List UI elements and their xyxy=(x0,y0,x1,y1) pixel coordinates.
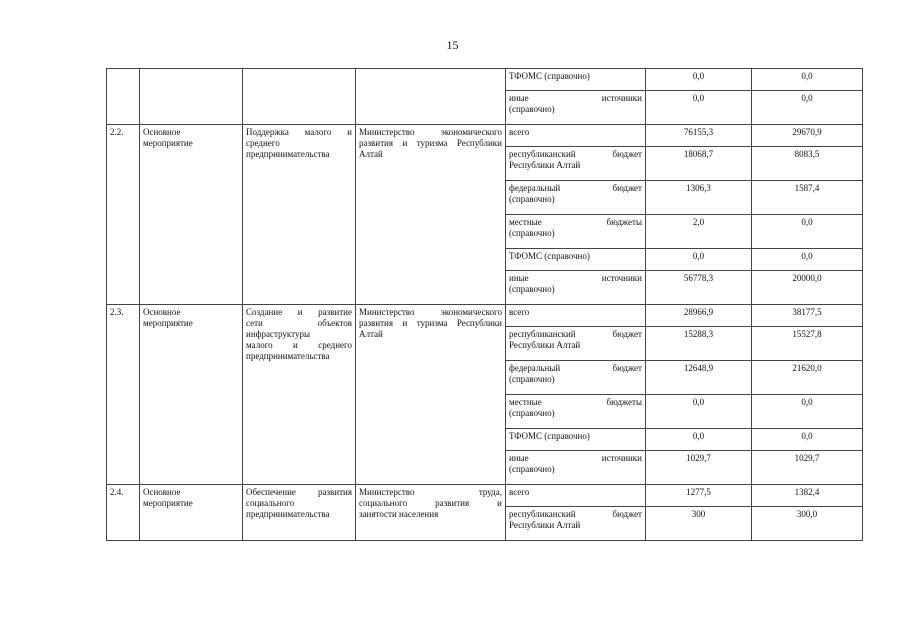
cell-line: Основное xyxy=(143,487,181,497)
cell-line: Основное xyxy=(143,307,181,317)
cell-line: (справочно) xyxy=(509,374,555,384)
cell-line: мероприятие xyxy=(143,498,193,508)
cell-line: (справочно) xyxy=(509,408,555,418)
cell-line: (справочно) xyxy=(509,104,555,114)
amount-cell: 1306,3 xyxy=(646,181,752,215)
amount-cell: 38177,5 xyxy=(752,305,863,327)
cell-line: Республики Алтай xyxy=(509,520,581,530)
cell-line: среднего xyxy=(246,138,280,148)
amount-cell: 15527,8 xyxy=(752,327,863,361)
funding-source-cell xyxy=(506,271,646,305)
cell-line: социального развития и xyxy=(359,498,502,508)
funding-source-cell xyxy=(506,125,646,147)
cell-line: сети объектов xyxy=(246,318,352,328)
amount-cell: 0,0 xyxy=(646,91,752,125)
cell-line: занятости населения xyxy=(359,509,439,519)
amount-cell: 76155,3 xyxy=(646,125,752,147)
item-number-cell: 2.3. xyxy=(107,305,140,485)
amount-cell: 1587,4 xyxy=(752,181,863,215)
cell-line: Алтай xyxy=(359,329,383,339)
cell-line: (справочно) xyxy=(509,464,555,474)
cell-line: малого и среднего xyxy=(246,340,352,350)
funding-source-cell xyxy=(506,147,646,181)
cell-line: Создание и развитие xyxy=(246,307,352,317)
item-name-cell xyxy=(243,69,356,125)
item-number-cell xyxy=(107,69,140,125)
cell-line: Основное xyxy=(143,127,181,137)
executor-cell xyxy=(356,305,506,485)
cell-line: инфраструктуры xyxy=(246,329,310,339)
cell-line: всего xyxy=(509,307,530,317)
amount-cell: 300,0 xyxy=(752,507,863,541)
item-type-cell xyxy=(140,485,243,541)
executor-cell xyxy=(356,125,506,305)
cell-line: социального xyxy=(246,498,295,508)
funding-source-cell xyxy=(506,361,646,395)
table-row xyxy=(107,485,863,507)
cell-line: развития и туризма Республики xyxy=(359,138,502,148)
item-number-cell: 2.4. xyxy=(107,485,140,541)
amount-cell: 1029,7 xyxy=(752,451,863,485)
amount-cell: 0,0 xyxy=(646,249,752,271)
amount-cell: 21620,0 xyxy=(752,361,863,395)
cell-line: предпринимательства xyxy=(246,351,330,361)
amount-cell: 1277,5 xyxy=(646,485,752,507)
cell-line: (справочно) xyxy=(509,284,555,294)
funding-source-cell xyxy=(506,507,646,541)
amount-cell: 0,0 xyxy=(752,69,863,91)
funding-source-cell xyxy=(506,327,646,361)
amount-cell: 0,0 xyxy=(646,395,752,429)
item-number-cell: 2.2. xyxy=(107,125,140,305)
cell-line: иные источники xyxy=(509,273,642,283)
amount-cell: 0,0 xyxy=(646,69,752,91)
amount-cell: 1382,4 xyxy=(752,485,863,507)
executor-cell xyxy=(356,485,506,541)
cell-line: республиканский бюджет xyxy=(509,149,642,159)
amount-cell: 18068,7 xyxy=(646,147,752,181)
amount-cell: 20000,0 xyxy=(752,271,863,305)
table-row xyxy=(107,305,863,327)
table-row xyxy=(107,69,863,91)
cell-line: федеральный бюджет xyxy=(509,183,642,193)
amount-cell: 1029,7 xyxy=(646,451,752,485)
funding-source-cell xyxy=(506,395,646,429)
amount-cell: 300 xyxy=(646,507,752,541)
amount-cell: 0,0 xyxy=(752,429,863,451)
amount-cell: 0,0 xyxy=(646,429,752,451)
item-type-cell xyxy=(140,305,243,485)
cell-line: республиканский бюджет xyxy=(509,329,642,339)
cell-line: республиканский бюджет xyxy=(509,509,642,519)
amount-cell: 12648,9 xyxy=(646,361,752,395)
item-type-cell xyxy=(140,125,243,305)
cell-line: иные источники xyxy=(509,93,642,103)
amount-cell: 28966,9 xyxy=(646,305,752,327)
funding-source-cell xyxy=(506,215,646,249)
executor-cell xyxy=(356,69,506,125)
amount-cell: 0,0 xyxy=(752,395,863,429)
amount-cell: 29670,9 xyxy=(752,125,863,147)
cell-line: ТФОМС (справочно) xyxy=(509,431,590,441)
cell-line: Республики Алтай xyxy=(509,160,581,170)
cell-line: предпринимательства xyxy=(246,509,330,519)
amount-cell: 0,0 xyxy=(752,91,863,125)
cell-line: Министерство экономического xyxy=(359,307,502,317)
cell-line: Министерство труда, xyxy=(359,487,502,497)
funding-source-cell xyxy=(506,181,646,215)
amount-cell: 56778,3 xyxy=(646,271,752,305)
program-funding-table xyxy=(106,68,863,541)
cell-line: развития и туризма Республики xyxy=(359,318,502,328)
cell-line: ТФОМС (справочно) xyxy=(509,251,590,261)
cell-line: местные бюджеты xyxy=(509,217,642,227)
cell-line: Обеспечение развития xyxy=(246,487,352,497)
cell-line: (справочно) xyxy=(509,194,555,204)
funding-source-cell xyxy=(506,69,646,91)
amount-cell: 0,0 xyxy=(752,215,863,249)
amount-cell: 2,0 xyxy=(646,215,752,249)
funding-source-cell xyxy=(506,91,646,125)
funding-source-cell xyxy=(506,485,646,507)
cell-line: мероприятие xyxy=(143,318,193,328)
funding-source-cell xyxy=(506,429,646,451)
amount-cell: 8083,5 xyxy=(752,147,863,181)
funding-source-cell xyxy=(506,451,646,485)
item-type-cell xyxy=(140,69,243,125)
cell-line: всего xyxy=(509,127,530,137)
funding-source-cell xyxy=(506,249,646,271)
cell-line: Алтай xyxy=(359,149,383,159)
cell-line: всего xyxy=(509,487,530,497)
item-name-cell xyxy=(243,305,356,485)
cell-line: местные бюджеты xyxy=(509,397,642,407)
cell-line: Поддержка малого и xyxy=(246,127,352,137)
cell-line: иные источники xyxy=(509,453,642,463)
cell-line: (справочно) xyxy=(509,228,555,238)
funding-source-cell xyxy=(506,305,646,327)
item-name-cell xyxy=(243,485,356,541)
cell-line: предпринимательства xyxy=(246,149,330,159)
page-number: 15 xyxy=(446,38,459,52)
item-name-cell xyxy=(243,125,356,305)
table-row xyxy=(107,125,863,147)
amount-cell: 0,0 xyxy=(752,249,863,271)
cell-line: федеральный бюджет xyxy=(509,363,642,373)
cell-line: мероприятие xyxy=(143,138,193,148)
cell-line: Республики Алтай xyxy=(509,340,581,350)
amount-cell: 15288,3 xyxy=(646,327,752,361)
cell-line: Министерство экономического xyxy=(359,127,502,137)
cell-line: ТФОМС (справочно) xyxy=(509,71,590,81)
